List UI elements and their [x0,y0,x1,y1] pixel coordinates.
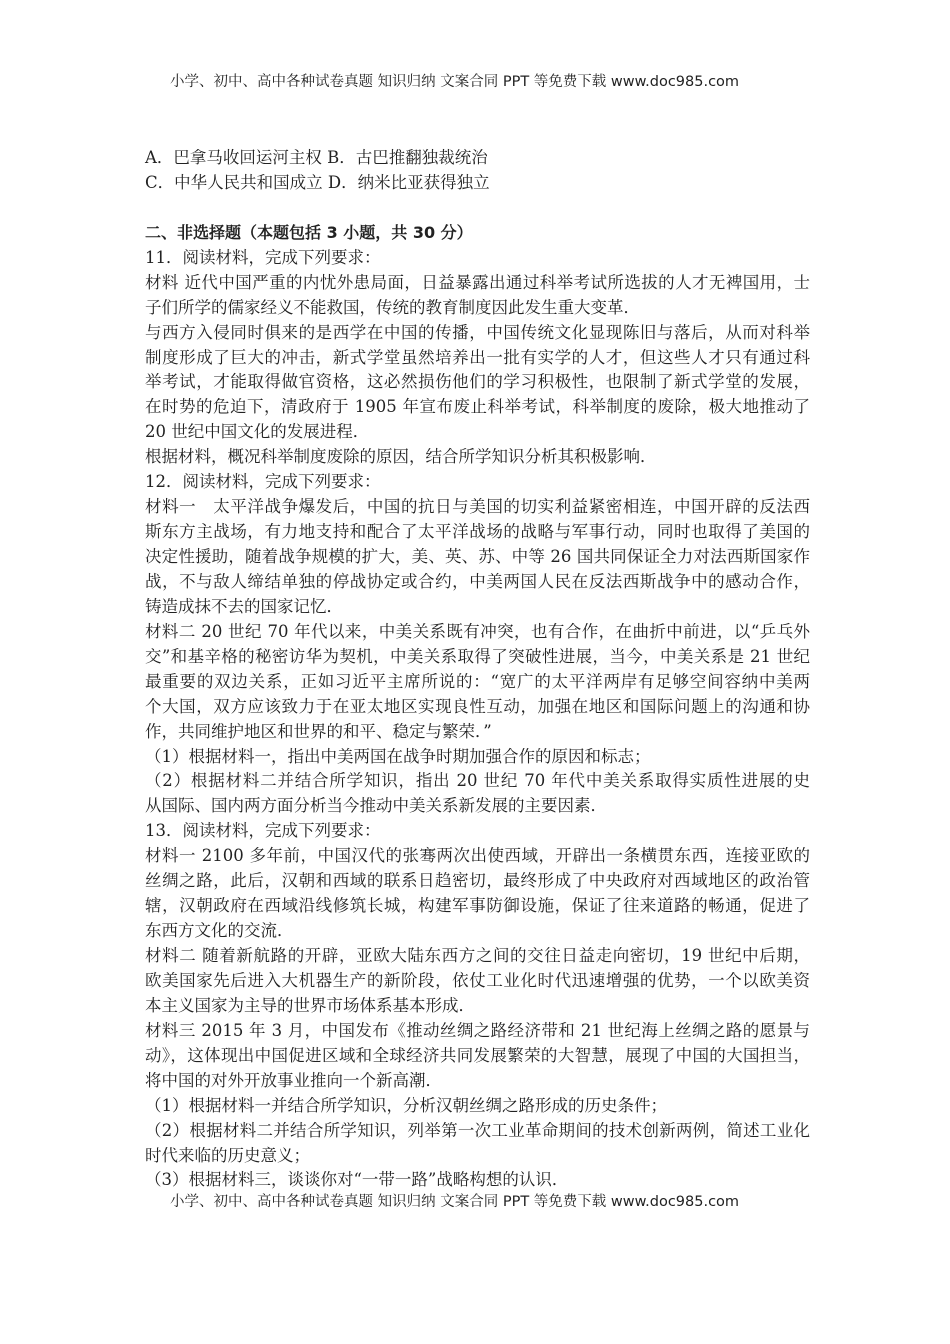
text-line: 在时势的危迫下，清政府于 1905 年宣布废止科举考试，科举制度的废除，极大地推动了 [145,397,810,417]
text-line: （3）根据材料三，谈谈你对“一带一路”战略构想的认识． [145,1170,569,1190]
text-line: 作，共同维护地区和世界的和平、稳定与繁荣．” [145,721,492,741]
text-line: 11．阅读材料，完成下列要求： [145,247,381,267]
text-line: 材料二 随着新航路的开辟，亚欧大陆东西方之间的交往日益走向密切，19 世纪中后期， [145,946,810,965]
text-line: 战，不与敌人缔结单独的停战协定或合约，中美两国人民在反法西斯战争中的感动合作， [145,571,810,591]
text-line: （2）根据材料二并结合所学知识，指出 20 世纪 70 年代中美关系取得实质性进展的史 [145,771,810,791]
text-line: 将中国的对外开放事业推向一个新高潮． [145,1070,442,1090]
question-text [145,246,810,1194]
section-title: 二、非选择题（本题包括 3 小题，共 30 分） [145,222,473,242]
text-line: 材料一 2100 多年前，中国汉代的张骞两次出使西域，开辟出一条横贯东西，连接亚欧的 [145,846,810,866]
text-line: （1）根据材料一并结合所学知识，分析汉朝丝绸之路形成的历史条件； [145,1095,667,1115]
text-line: 个大国，双方应该致力于在亚太地区实现良性互动，加强在地区和国际问题上的沟通和协 [145,696,810,716]
option-line-ab: A．巴拿马收回运河主权 B．古巴推翻独裁统治 [145,148,488,167]
text-line: 根据材料，概况科举制度废除的原因，结合所学知识分析其积极影响． [145,447,657,467]
text-line: 欧美国家先后进入大机器生产的新阶段，依仗工业化时代迅速增强的优势，一个以欧美资 [145,970,810,990]
text-line: 制度形成了巨大的冲击，新式学堂虽然培养出一批有实学的人才，但这些人才只有通过科 [145,347,810,367]
text-line: 交”和基辛格的秘密访华为契机，中美关系取得了突破性进展，当今，中美关系是 21 世纪 [145,646,810,666]
text-line: 材料二 20 世纪 70 年代以来，中美关系既有冲突，也有合作，在曲折中前进，以“乒乓外 [145,621,810,641]
text-line: 20 世纪中国文化的发展进程． [145,422,370,442]
text-line: 决定性援助，随着战争规模的扩大，美、英、苏、中等 26 国共同保证全力对法西斯国家作 [145,547,810,566]
text-line: 动》，这体现出中国促进区域和全球经济共同发展繁荣的大智慧，展现了中国的大国担当， [145,1045,810,1065]
text-line: 举考试，才能取得做官资格，这必然损伤他们的学习积极性，也限制了新式学堂的发展， [145,372,810,392]
text-line: 材料一 太平洋战争爆发后，中国的抗日与美国的切实利益紧密相连，中国开辟的反法西 [145,497,810,517]
text-line: 与西方入侵同时俱来的是西学在中国的传播，中国传统文化显现陈旧与落后，从而对科举 [145,322,810,342]
text-line: 本主义国家为主导的世界市场体系基本形成． [145,995,475,1015]
text-line: 13．阅读材料，完成下列要求： [145,821,381,841]
document-body [145,146,810,1193]
text-line: （1）根据材料一，指出中美两国在战争时期加强合作的原因和标志； [145,746,651,766]
text-line: 从国际、国内两方面分析当今推动中美关系新发展的主要因素． [145,796,607,816]
text-line: 斯东方主战场，有力地支持和配合了太平洋战场的战略与军事行动，同时也取得了美国的 [145,522,810,542]
text-line: 丝绸之路，此后，汉朝和西域的联系日趋密切，最终形成了中央政府对西域地区的政治管 [145,871,810,891]
text-line: 材料 近代中国严重的内忧外患局面，日益暴露出通过科举考试所选拔的人才无裨国用，士 [145,272,810,292]
text-line: 铸造成抹不去的国家记忆． [145,596,343,616]
page-header: 小学、初中、高中各种试卷真题 知识归纳 文案合同 PPT 等免费下载 www.doc985.com [170,74,740,90]
text-line: 子们所学的儒家经义不能救国，传统的教育制度因此发生重大变革． [145,297,640,317]
option-line-cd: C．中华人民共和国成立 D．纳米比亚获得独立 [145,172,490,192]
text-line: 东西方文化的交流． [145,921,294,941]
text-line: 材料三 2015 年 3 月，中国发布《推动丝绸之路经济带和 21 世纪海上丝绸之路的愿景与 [145,1020,810,1040]
page-footer: 小学、初中、高中各种试卷真题 知识归纳 文案合同 PPT 等免费下载 www.doc985.com [170,1194,740,1210]
text-line: 最重要的双边关系，正如习近平主席所说的：“宽广的太平洋两岸有足够空间容纳中美两 [145,671,810,691]
text-line: （2）根据材料二并结合所学知识，列举第一次工业革命期间的技术创新两例，简述工业化 [145,1120,810,1140]
text-line: 辖，汉朝政府在西域沿线修筑长城，构建军事防御设施，保证了往来道路的畅通，促进了 [145,896,810,916]
text-line: 12．阅读材料，完成下列要求： [145,472,381,492]
text-line: 时代来临的历史意义； [145,1145,310,1165]
